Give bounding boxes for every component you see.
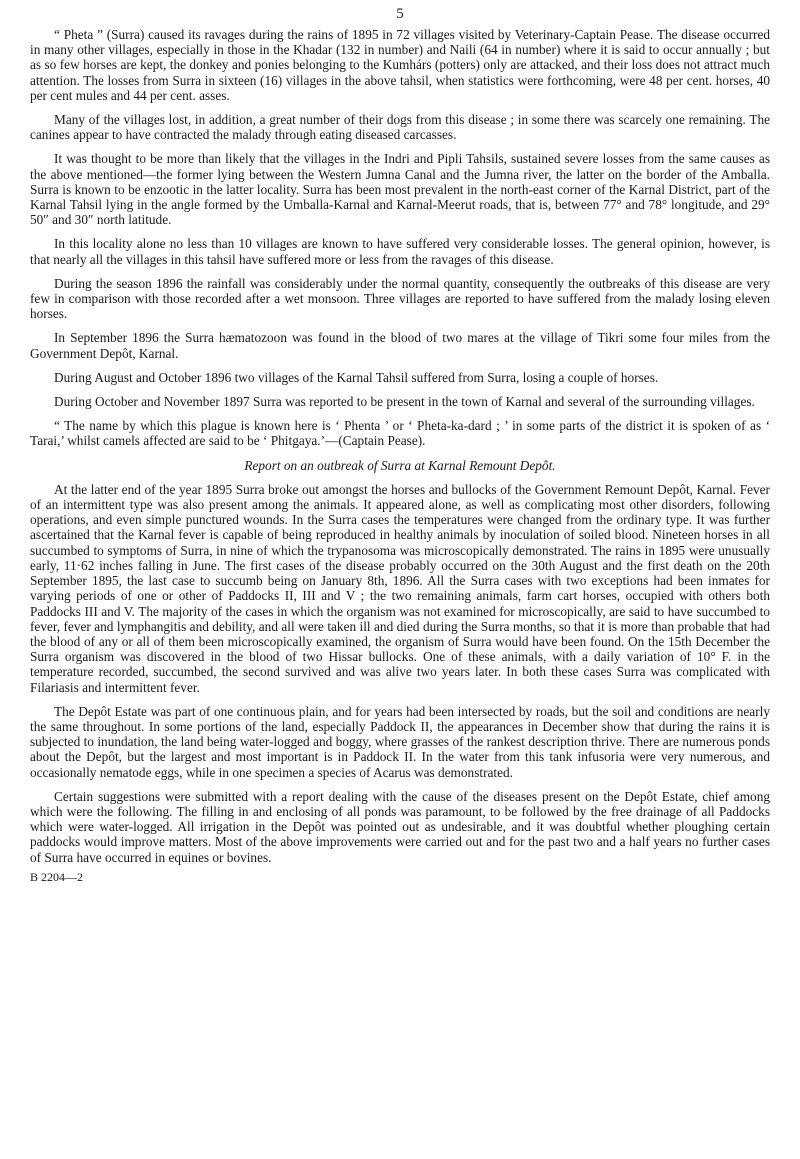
- paragraph-locality: In this locality alone no less than 10 villages are known to have suffered very considerable losses. The general opinion, however, is that nearly all the villages in this tahsil have suffered more or less from the ravages of this disease.: [30, 236, 770, 267]
- paragraph-outbreak-1895: At the latter end of the year 1895 Surra broke out amongst the horses and bullocks of the Government Remount Depôt, Karnal. Fever of an intermittent type was also present among the animals. It appeared alone, as well as complicating most other disorders, following operations, and even simple punctured wounds. In the Surra cases the temperatures were changed from the ordinary type. It was further ascertained that the Karnal fever is capable of being reproduced in healthy animals by inoculation of soiled blood. Nineteen horses in all succumbed to symptoms of Surra, in nine of which the trypanosoma was microscopically demonstrated. The rains in 1895 were unusually early, 11·62 inches falling in June. The first cases of the disease probably occurred on the 30th August and the first death on the 20th September 1895, the last case to succumb being on January 8th, 1896. All the Surra cases with two exceptions had been inmates for varying periods of one or other of Paddocks II, III and V ; the two remaining animals, farm cart horses, occupied with others both Paddocks III and V. The majority of the cases in which the organism was not examined for microscopically, are said to have succumbed to fever, fever and lymphangitis and debility, and all were taken ill and died during the Surra months, so that it is more than probable that had the blood of any or all of them been microscopically examined, the organism of Surra would have been found. On the 15th December the Surra organism was discovered in the blood of two Hissar bullocks. One of these animals, with a daily variation of 10° F. in the temperature recorded, succumbed, the second survived and was alive two years later. In both these cases Surra was complicated with Filariasis and intermittent fever.: [30, 481, 770, 695]
- page-number: 5: [396, 6, 404, 22]
- report-heading: Report on an outbreak of Surra at Karnal Remount Depôt.: [244, 457, 556, 473]
- paragraph-season-1896: During the season 1896 the rainfall was considerably under the normal quantity, consequently the outbreaks of this disease are very few in comparison with those recorded after a wet monsoon. Three villages are reported to have suffered from the malady losing eleven horses.: [30, 275, 770, 322]
- paragraph-september-1896: In September 1896 the Surra hæmatozoon was found in the blood of two mares at the village of Tikri some four miles from the Government Depôt, Karnal.: [30, 330, 770, 361]
- paragraph-suggestions: Certain suggestions were submitted with a report dealing with the cause of the diseases present on the Depôt Estate, chief among which were the following. The filling in and enclosing of all ponds was paramount, to be followed by the free drainage of all Paddocks which were water-logged. All irrigation in the Depôt was pointed out as undesirable, and it was doubtful whether ploughing certain paddocks would improve matters. Most of the above improvements were carried out and for the past two and a half years no further cases of Surra have occurred in equines or bovines.: [30, 788, 770, 865]
- paragraph-pheta-ravages: “ Pheta ” (Surra) caused its ravages during the rains of 1895 in 72 villages visited by Veterinary-Captain Pease. The disease occurred in many other villages, especially in those in the Khadar (132 in number) and Naili (64 in number) where it is said to occur annually ; but as so few horses are kept, the donkey and ponies belonging to the Kumhárs (potters) only are attacked, and their loss does not attract much attention. The losses from Surra in sixteen (16) villages in the above tahsil, when statistics were forthcoming, were 48 per cent. horses, 40 per cent mules and 44 per cent. asses.: [30, 27, 770, 103]
- paragraph-indri-pipli: It was thought to be more than likely that the villages in the Indri and Pipli Tahsils, sustained severe losses from the same causes as the above mentioned—the former lying between the Western Jumna Canal and the Jumna river, the latter on the border of the Amballa. Surra is known to be enzootic in the latter locality. Surra has been most prevalent in the north-east corner of the Karnal District, part of the Karnal Tahsil lying in the angle formed by the Umballa-Karnal and Karnal-Meerut roads, that is, between 77° and 78° longitude, and 29° 50″ and 30″ north latitude.: [30, 151, 770, 228]
- paragraph-october-november-1897: During October and November 1897 Surra was reported to be present in the town of Karnal and several of the surrounding villages.: [54, 394, 755, 410]
- paragraph-depot-estate: The Depôt Estate was part of one continuous plain, and for years had been intersected by roads, but the soil and conditions are nearly the same throughout. In some portions of the land, especially Paddock II, the appearances in December show that during the rains it is subjected to inundation, the land being water-logged and boggy, where grasses of the rankest description thrive. There are numerous ponds about the Depôt, but the largest and most important is in Paddock II. In the water from this tank infusoria were very numerous, and occasionally nematode eggs, while in one specimen a species of Acarus was demonstrated.: [30, 703, 770, 780]
- paragraph-plague-names: “ The name by which this plague is known here is ‘ Phenta ’ or ‘ Pheta-ka-dard ; ’ in some parts of the district it is spoken of as ‘ Tarai,’ whilst camels affected are said to be ‘ Phitgaya.’—(Captain Pease).: [30, 418, 770, 449]
- footer-code: B 2204—2: [30, 869, 84, 884]
- paragraph-august-october-1896: During August and October 1896 two villages of the Karnal Tahsil suffered from Surra, losing a couple of horses.: [54, 369, 659, 385]
- paragraph-dogs: Many of the villages lost, in addition, a great number of their dogs from this disease ; in some there was scarcely one remaining. The canines appear to have contracted the malady through eating diseased carcasses.: [30, 112, 770, 143]
